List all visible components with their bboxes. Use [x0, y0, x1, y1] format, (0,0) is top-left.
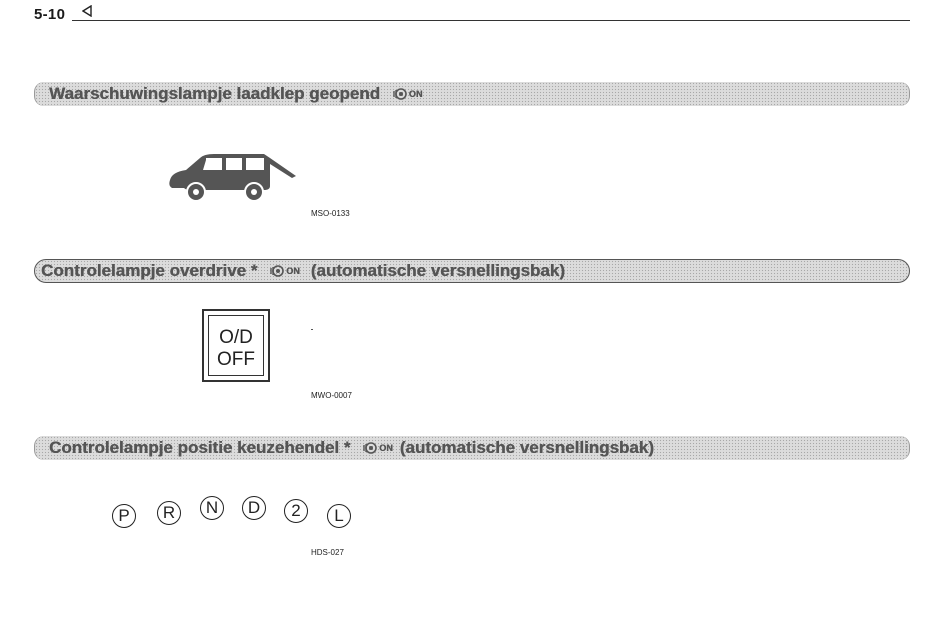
section-title-text: Controlelampje positie keuzehendel *	[49, 438, 351, 457]
gear-indicator-d: D	[242, 496, 266, 520]
figure-caption-car: MSO-0133	[311, 209, 350, 218]
section-title	[49, 84, 429, 104]
station-wagon-hatch-open-icon	[166, 150, 298, 206]
on-label: ON	[379, 442, 393, 453]
section-header-tailgate-warning	[34, 82, 910, 106]
light-bulb-icon	[270, 264, 284, 278]
triangle-left-icon	[82, 5, 92, 17]
gear-indicator-l: L	[327, 504, 351, 528]
page-number: 5-10	[34, 6, 66, 23]
on-label: ON	[408, 88, 423, 99]
section-title-text: Waarschuwingslampje laadklep geopend	[49, 84, 380, 103]
figure-caption-overdrive: MWO-0007	[311, 391, 352, 400]
figure-caption-gears: HDS-027	[311, 548, 344, 557]
header-rule	[72, 20, 910, 21]
off-label: OFF	[217, 349, 255, 370]
section-title	[49, 438, 654, 458]
section-title	[41, 261, 565, 281]
section-title-suffix: (automatische versnellingsbak)	[399, 438, 654, 457]
gear-indicator-n: N	[200, 496, 224, 520]
section-header-overdrive	[34, 259, 910, 283]
od-off-indicator	[202, 309, 270, 382]
section-header-shift-position	[34, 436, 910, 460]
gear-indicator-r: R	[157, 501, 181, 525]
light-bulb-icon	[393, 87, 407, 101]
stray-mark	[311, 329, 313, 330]
od-label: O/D	[219, 327, 253, 348]
gear-indicator-p: P	[112, 504, 136, 528]
light-bulb-icon	[363, 441, 377, 455]
section-title-text: Controlelampje overdrive *	[41, 261, 258, 280]
on-label: ON	[286, 265, 300, 276]
section-title-suffix: (automatische versnellingsbak)	[310, 261, 565, 280]
gear-indicator-2: 2	[284, 499, 308, 523]
